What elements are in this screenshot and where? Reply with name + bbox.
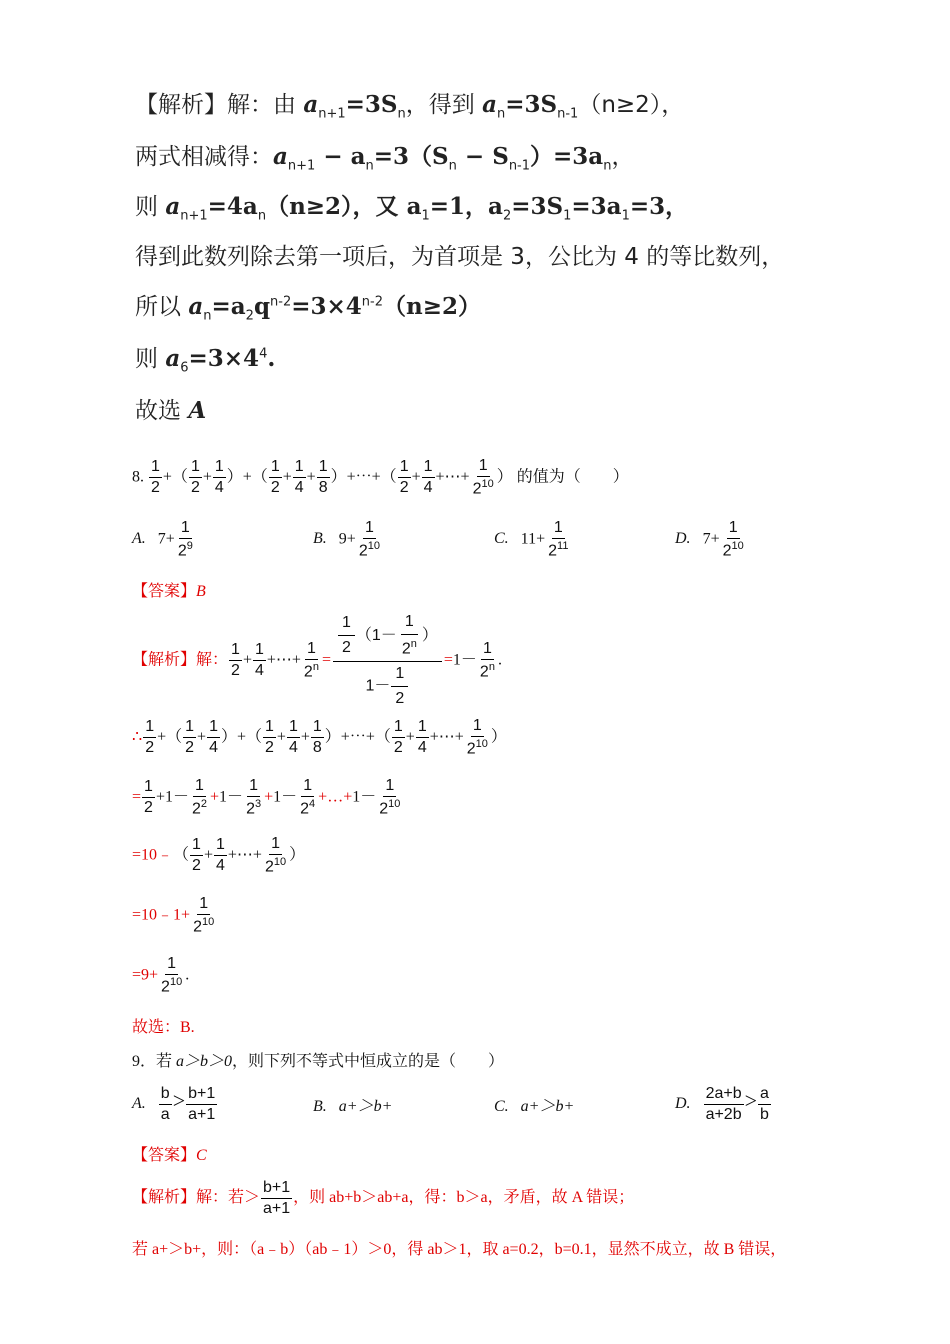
q9-analysis-line-2: 若 a+＞b+，则：（a﹣b）（ab﹣1）＞0，得 ab＞1，取 a=0.2，b=0.1，显然不成立，故 B 错误， [132, 1241, 787, 1258]
frac: $\frac{1}{2}$ [151, 458, 160, 497]
analysis-line-3: 则 $a_{n+1}=4a_n(n\ge 2)$，又 $a_1=1$，$a_2=3S_1=3a_1=3$， [135, 193, 689, 224]
q8-analysis-line-3: = $\frac{1}{2}$ +1－ $\frac{1}{2^2}$ +1－ $\frac{1}{2^3}$ +1－ $\frac{1}{2^4}$ +…+1－ $\frac{1}{2^{10}}$ [132, 777, 401, 818]
q8-answer: 【答案】B [132, 583, 206, 600]
q9-option-c[interactable]: C. a+＞b+ [494, 1098, 575, 1115]
analysis-line-6: 则 $a_6=3\times 4^4$. [135, 345, 276, 376]
q8-analysis-line-6: =9+ $\frac{1}{2^{10}}$ . [132, 955, 190, 996]
q8-analysis-line-1: 【解析】解： $\frac{1}{2}$ + $\frac{1}{4}$ +⋯+ $\frac{1}{2^n}$ = $\frac{1}{2}$ （1－ $\frac{1}{2^n}$ ） 1－ $\frac{1}{2}$ =1－ $\frac{1}{2^n}$ . [132, 613, 502, 708]
q9-option-a[interactable]: A. $\frac{b}{a}$ > $\frac{b+1}{a+1}$ [132, 1085, 216, 1123]
q9-option-d[interactable]: D. $\frac{2a+b}{a+2b}$ > $\frac{a}{b}$ [675, 1085, 769, 1123]
q8-analysis-line-2: ∴ $\frac{1}{2}$ +（ $\frac{1}{2}$ + $\frac{1}{4}$ ）+（ $\frac{1}{2}$ + $\frac{1}{4}$ + $\frac{1}{8}$ ）+⋯+（ $\frac{1}{2}$ + $\frac{1}{4}$ +⋯+ $\frac{1}{2^{10}}$ ） [132, 717, 507, 758]
q8-option-b[interactable]: B. 9+ $\frac{1}{2^{10}}$ [313, 519, 380, 560]
q8-stem: 8. $\frac{1}{2}$ +（ $\frac{1}{2}$ + $\frac{1}{4}$ ）+（ $\frac{1}{2}$ + $\frac{1}{4}$ + $\frac{1}{8}$ ）+⋯+（ $\frac{1}{2}$ + $\frac{1}{4}$ +⋯+ $\frac{1}{2^{10}}$ ） 的值为（ ） [132, 457, 629, 498]
analysis-line-4: 得到此数列除去第一项后，为首项是 3，公比为 4 的等比数列， [135, 244, 785, 270]
q9-answer: 【答案】C [132, 1147, 207, 1164]
analysis-line-1: 【解析】解：由 $a_{n+1}=3S_n$，得到 $a_n=3S_{n-1}(n\ge 2)$， [135, 91, 685, 122]
q8-analysis-line-4: =10﹣（ $\frac{1}{2}$ + $\frac{1}{4}$ +⋯+ $\frac{1}{2^{10}}$ ） [132, 835, 306, 876]
big-fraction: $\frac{1}{2}$ （1－ $\frac{1}{2^n}$ ） 1－ $\frac{1}{2}$ [333, 614, 442, 707]
analysis-line-5: 所以 $a_n=a_2q^{n-2}=3\times 4^{n-2}(n\ge 2)$ [135, 293, 481, 324]
q8-analysis-line-5: =10﹣1+ $\frac{1}{2^{10}}$ [132, 895, 215, 936]
q8-conclusion: 故选：B. [132, 1019, 195, 1036]
analysis-line-7: 故选 A [135, 397, 207, 424]
analysis-line-2: 两式相减得：$a_{n+1} - a_n=3(S_n - S_{n-1})=3a_n$， [135, 143, 635, 174]
q8-option-d[interactable]: D. 7+ $\frac{1}{2^{10}}$ [675, 519, 744, 560]
q8-option-a[interactable]: A. 7+ $\frac{1}{2^9}$ [132, 519, 193, 560]
q9-option-b[interactable]: B. a+＞b+ [313, 1098, 393, 1115]
q8-option-c[interactable]: C. 11+ $\frac{1}{2^{11}}$ [494, 519, 569, 560]
q9-analysis-line-1: 【解析】解：若＞ $\frac{b+1}{a+1}$ ，则 ab+b＞ab+a，得：b＞a，矛盾，故 A 错误； [132, 1179, 635, 1217]
q9-stem: 9．若 a＞b＞0，则下列不等式中恒成立的是（ ） [132, 1053, 505, 1070]
